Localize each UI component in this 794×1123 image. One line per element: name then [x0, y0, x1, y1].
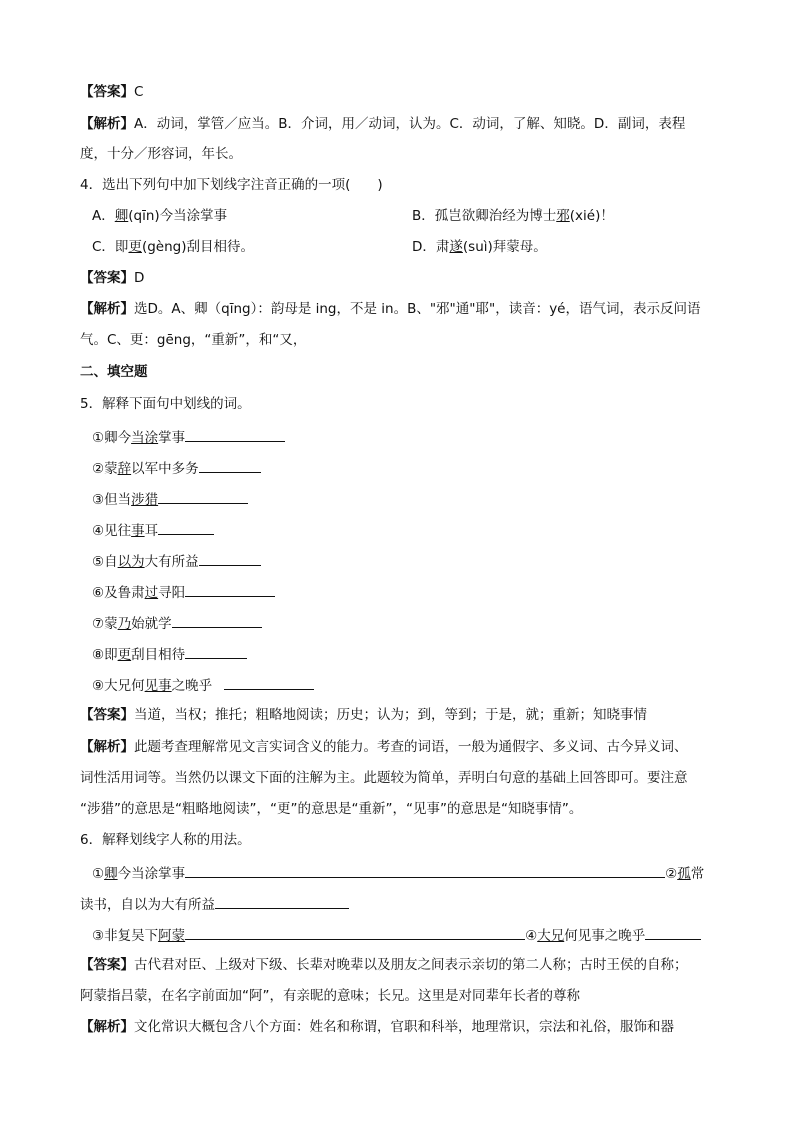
q3-answer: [80, 82, 143, 102]
q3-analysis: [80, 114, 685, 134]
answer-blank[interactable]: [199, 550, 261, 566]
q5-item-3: ③但当涉猎: [92, 488, 248, 510]
answer-blank[interactable]: [185, 643, 247, 659]
answer-text: C: [134, 84, 144, 100]
q6-analysis: 【解析】文化常识大概包含八个方面：姓名和称谓，官职和科举，地理常识，宗法和礼俗，服饰和器: [80, 1019, 674, 1035]
q5-item-7: ⑦蒙乃始就学: [92, 612, 262, 634]
q5-item-2: ②蒙辞以军中多务: [92, 457, 261, 479]
answer-blank[interactable]: [185, 426, 285, 442]
q5-analysis: 【解析】此题考查理解常见文言实词含义的能力。考查的词语，一般为通假字、多义词、古今异义词、: [80, 739, 688, 755]
answer-blank[interactable]: [215, 893, 349, 909]
q5-answer: 【答案】当道，当权；推托；粗略地阅读；历史；认为；到，等到；于是，就；重新；知晓事情: [80, 707, 647, 723]
q5-item-4: ④见往事耳: [92, 519, 214, 541]
answer-blank[interactable]: [185, 862, 665, 878]
q6-item-3-4: ③非复吴下阿蒙 ④大兄何见事之晚乎: [92, 924, 701, 946]
q6-item-2-cont: 读书，自以为大有所益: [80, 893, 349, 915]
answer-tag: 【答案】: [80, 84, 134, 100]
q6-stem: 6．解释划线字人称的用法。: [80, 832, 251, 848]
q6-answer: 【答案】古代君对臣、上级对下级、长辈对晚辈以及朋友之间表示亲切的第二人称；古时王侯的自称；: [80, 957, 688, 973]
q3-analysis-cont: 度，十分／形容词，年长。: [80, 146, 242, 162]
q5-item-1: ①卿今当涂掌事: [92, 426, 285, 448]
answer-blank[interactable]: [645, 924, 701, 940]
answer-blank[interactable]: [185, 581, 275, 597]
section-title: 二、填空题: [80, 364, 148, 380]
q4-stem: 4．选出下列句中加下划线字注音正确的一项( ): [80, 177, 383, 193]
answer-blank[interactable]: [199, 457, 261, 473]
analysis-text: A．动词，掌管／应当。B．介词，用／动词，认为。C．动词，了解、知晓。D．副词，表程: [134, 116, 686, 132]
q4-options-row2: [92, 237, 712, 257]
q4-options-row1: [92, 206, 712, 226]
q4-option-c[interactable]: C．即更(gèng)刮目相待。: [92, 239, 254, 255]
q5-analysis-cont1: 词性活用词等。当然仍以课文下面的注解为主。此题较为简单，弄明白句意的基础上回答即可。要注意: [80, 770, 688, 786]
answer-blank[interactable]: [172, 612, 262, 628]
answer-blank[interactable]: [158, 488, 248, 504]
q5-stem: 5．解释下面句中划线的词。: [80, 396, 251, 412]
q4-option-b[interactable]: B．孤岂欲卿治经为博士邪(xié)！: [412, 208, 614, 224]
analysis-tag: 【解析】: [80, 116, 134, 132]
answer-blank[interactable]: [158, 519, 214, 535]
q6-item-1-2: ①卿今当涂掌事 ②孤常: [92, 862, 704, 884]
q4-option-a[interactable]: A．卿(qīn)今当涂掌事: [92, 208, 228, 224]
q5-item-5: ⑤自以为大有所益: [92, 550, 261, 572]
q4-answer: 【答案】D: [80, 270, 145, 286]
q5-item-8: ⑧即更刮目相待: [92, 643, 247, 665]
answer-blank[interactable]: [224, 674, 314, 690]
q4-analysis-cont: 气。C、更：gēng，“重新”，和“又，: [80, 332, 307, 348]
q5-analysis-cont2: “涉猎”的意思是“粗略地阅读”，“更”的意思是“重新”，“见事”的意思是“知晓事情”。: [80, 801, 583, 817]
q5-item-9: ⑨大兄何见事之晚乎: [92, 674, 314, 696]
answer-blank[interactable]: [185, 924, 525, 940]
q5-item-6: ⑥及鲁肃过寻阳: [92, 581, 275, 603]
q6-answer-cont: 阿蒙指吕蒙，在名字前面加“阿”，有亲昵的意味；长兄。这里是对同辈年长者的尊称: [80, 988, 580, 1004]
q4-analysis: 【解析】选D。A、卿（qīng）：韵母是 ing，不是 in。B、"邪"通"耶"，读音：yé，语气词，表示反问语: [80, 301, 701, 317]
q4-option-d[interactable]: D．肃遂(suì)拜蒙母。: [412, 239, 547, 255]
